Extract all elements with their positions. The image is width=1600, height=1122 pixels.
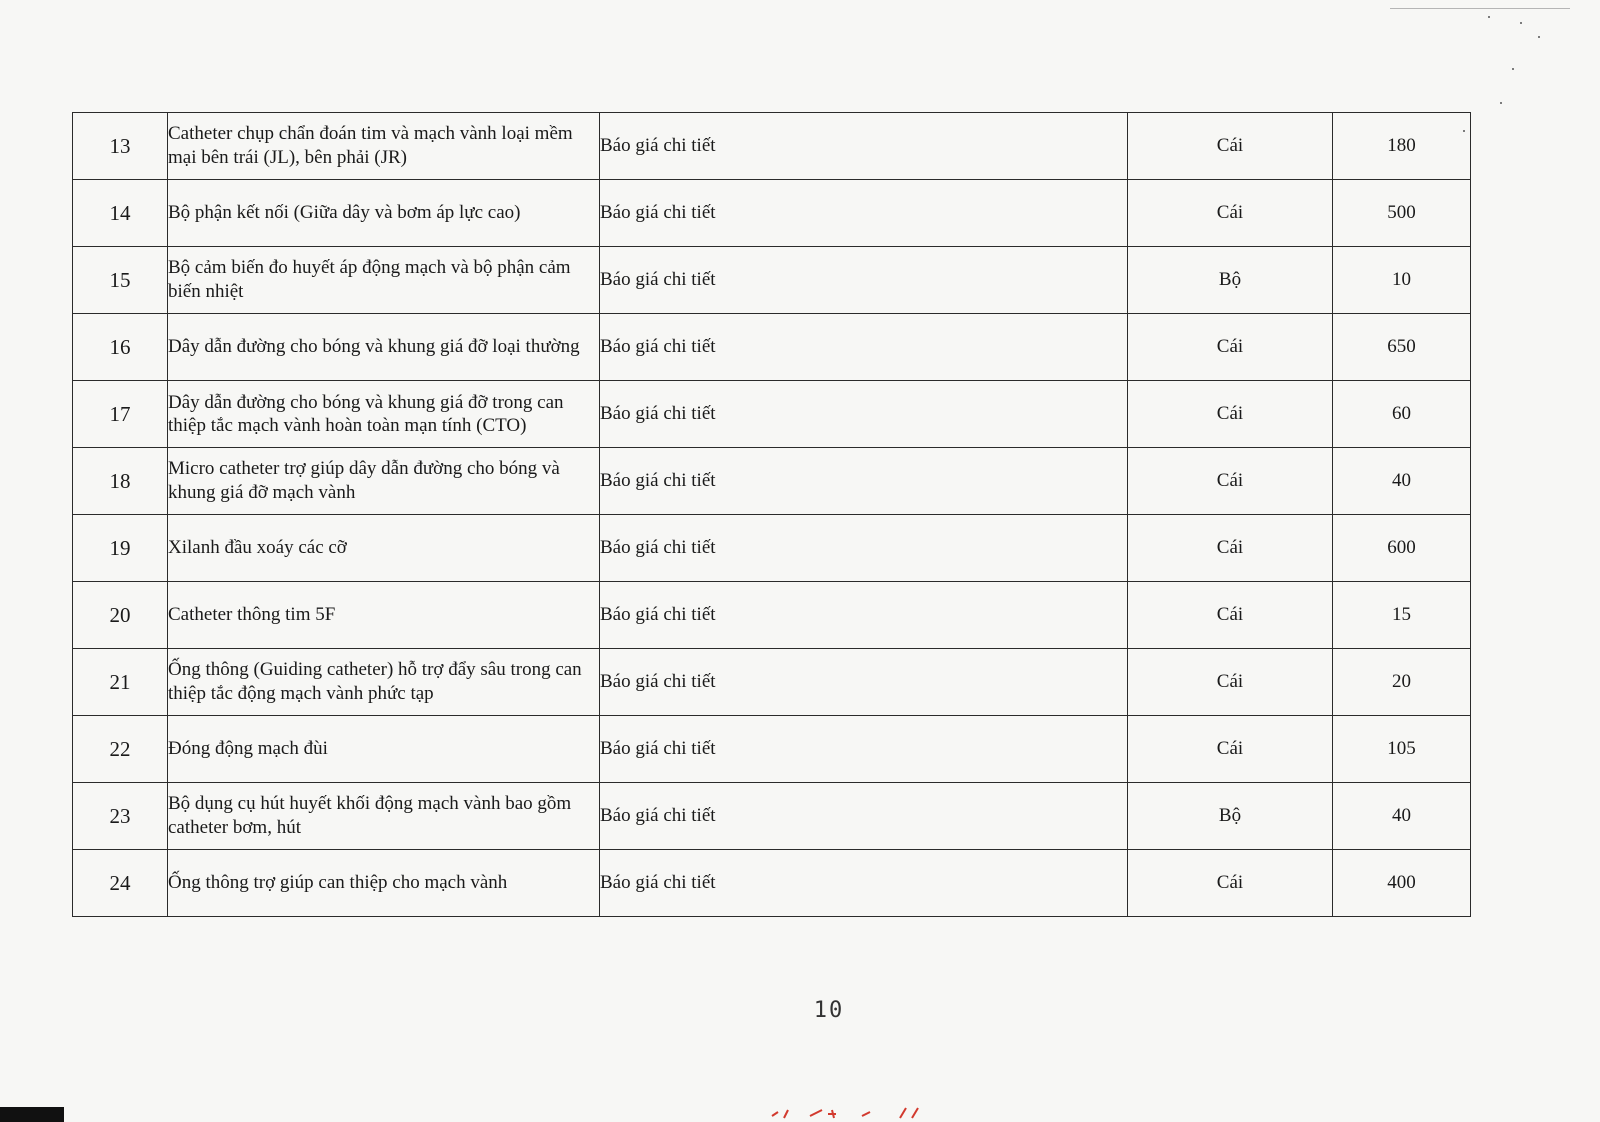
red-stamp-fragment [770,1106,930,1120]
item-quantity: 40 [1333,448,1471,515]
item-name: Dây dẫn đường cho bóng và khung giá đỡ trong can thiệp tắc mạch vành hoàn toàn mạn tính (CTO) [168,381,600,448]
item-unit: Cái [1128,850,1333,917]
item-quantity: 400 [1333,850,1471,917]
scan-edge-line [1390,8,1570,9]
item-spec: Báo giá chi tiết [600,448,1128,515]
item-unit: Cái [1128,381,1333,448]
item-unit: Cái [1128,448,1333,515]
item-spec: Báo giá chi tiết [600,247,1128,314]
row-number: 18 [73,448,168,515]
items-table [72,112,1471,917]
item-quantity: 60 [1333,381,1471,448]
table-row [73,649,1471,716]
item-spec: Báo giá chi tiết [600,381,1128,448]
item-name: Ống thông (Guiding catheter) hỗ trợ đẩy sâu trong can thiệp tắc động mạch vành phức tạp [168,649,600,716]
table-row [73,180,1471,247]
row-number: 13 [73,113,168,180]
scan-speck [1488,16,1490,18]
item-unit: Cái [1128,515,1333,582]
item-quantity: 20 [1333,649,1471,716]
item-unit: Bộ [1128,247,1333,314]
scan-speck [1538,36,1540,38]
table-row [73,314,1471,381]
item-spec: Báo giá chi tiết [600,582,1128,649]
item-name: Catheter chụp chẩn đoán tim và mạch vành loại mềm mại bên trái (JL), bên phải (JR) [168,113,600,180]
item-unit: Cái [1128,314,1333,381]
item-quantity: 600 [1333,515,1471,582]
row-number: 14 [73,180,168,247]
row-number: 24 [73,850,168,917]
item-name: Catheter thông tim 5F [168,582,600,649]
scan-speck [1500,102,1502,104]
row-number: 23 [73,783,168,850]
item-unit: Cái [1128,649,1333,716]
item-quantity: 40 [1333,783,1471,850]
item-spec: Báo giá chi tiết [600,515,1128,582]
item-spec: Báo giá chi tiết [600,850,1128,917]
item-name: Bộ phận kết nối (Giữa dây và bơm áp lực cao) [168,180,600,247]
item-unit: Cái [1128,582,1333,649]
row-number: 20 [73,582,168,649]
item-name: Đóng động mạch đùi [168,716,600,783]
item-quantity: 500 [1333,180,1471,247]
item-unit: Cái [1128,180,1333,247]
row-number: 21 [73,649,168,716]
item-quantity: 105 [1333,716,1471,783]
row-number: 15 [73,247,168,314]
table-row [73,783,1471,850]
item-unit: Bộ [1128,783,1333,850]
item-name: Dây dẫn đường cho bóng và khung giá đỡ loại thường [168,314,600,381]
item-spec: Báo giá chi tiết [600,649,1128,716]
item-spec: Báo giá chi tiết [600,180,1128,247]
item-unit: Cái [1128,113,1333,180]
page-number: 10 [813,998,845,1023]
table-row [73,850,1471,917]
item-quantity: 15 [1333,582,1471,649]
item-quantity: 180 [1333,113,1471,180]
item-spec: Báo giá chi tiết [600,113,1128,180]
item-quantity: 10 [1333,247,1471,314]
table-row [73,247,1471,314]
item-spec: Báo giá chi tiết [600,314,1128,381]
item-spec: Báo giá chi tiết [600,783,1128,850]
row-number: 17 [73,381,168,448]
table-row [73,716,1471,783]
table-row [73,381,1471,448]
table-row [73,582,1471,649]
item-name: Ống thông trợ giúp can thiệp cho mạch vành [168,850,600,917]
row-number: 22 [73,716,168,783]
table-row [73,448,1471,515]
scan-edge-bar [0,1107,64,1122]
item-spec: Báo giá chi tiết [600,716,1128,783]
table-row [73,515,1471,582]
scan-speck [1512,68,1514,70]
row-number: 16 [73,314,168,381]
item-quantity: 650 [1333,314,1471,381]
scan-speck [1520,22,1522,24]
row-number: 19 [73,515,168,582]
table-row [73,113,1471,180]
item-name: Bộ cảm biến đo huyết áp động mạch và bộ phận cảm biến nhiệt [168,247,600,314]
item-name: Micro catheter trợ giúp dây dẫn đường cho bóng và khung giá đỡ mạch vành [168,448,600,515]
item-name: Bộ dụng cụ hút huyết khối động mạch vành bao gồm catheter bơm, hút [168,783,600,850]
item-unit: Cái [1128,716,1333,783]
item-name: Xilanh đầu xoáy các cỡ [168,515,600,582]
